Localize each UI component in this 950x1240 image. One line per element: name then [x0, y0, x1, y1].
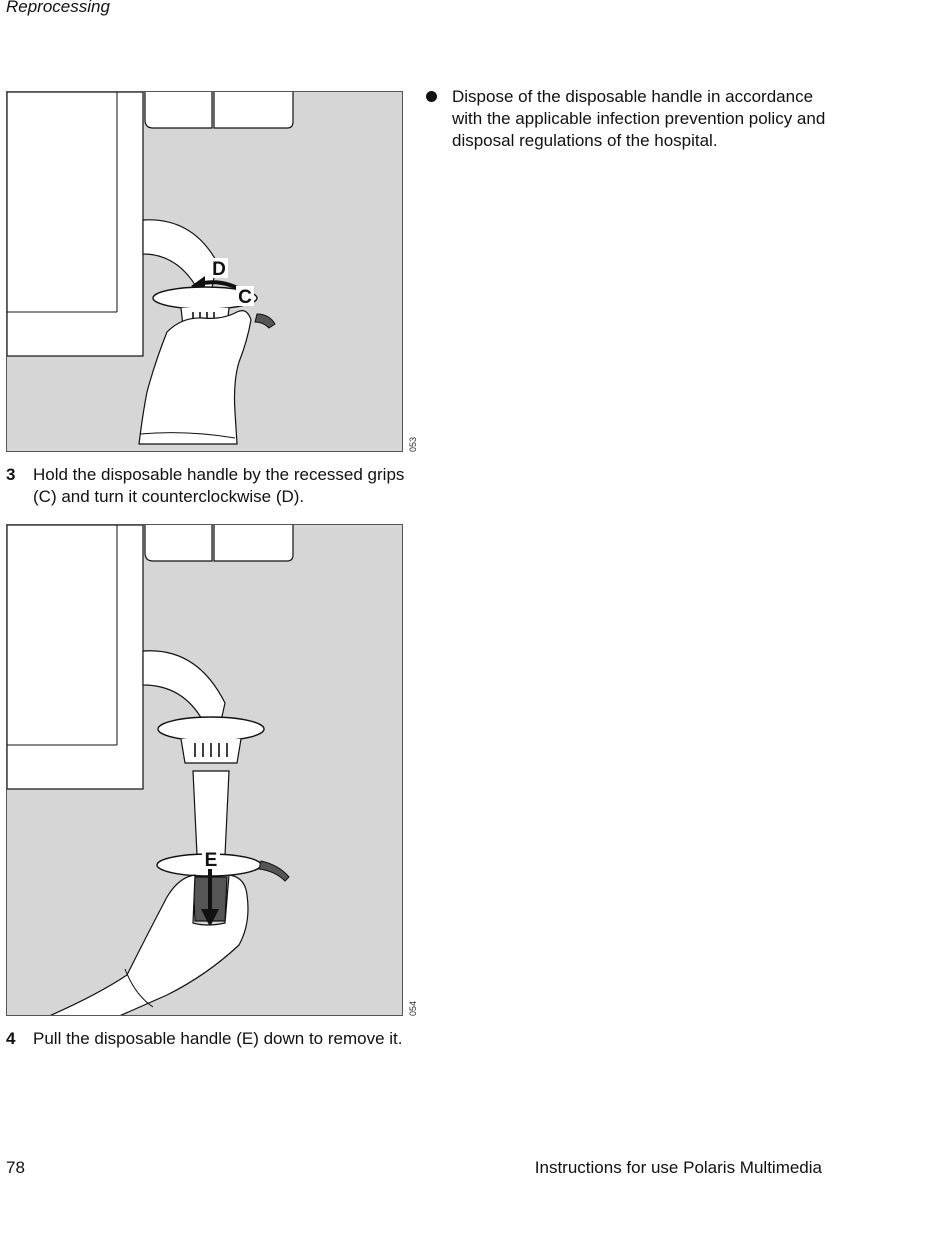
bullet-text: Dispose of the disposable handle in accordance with the applicable infection prevention policy and disposal regulations of the hospital. [452, 87, 826, 150]
handle-pull-illustration [7, 525, 403, 1016]
bullet-dot-icon [426, 91, 437, 102]
wall-panel [7, 525, 143, 789]
step-4 [6, 1028, 406, 1050]
page-number: 78 [6, 1158, 25, 1177]
step-text: Hold the disposable handle by the recessed grips (C) and turn it counterclockwise (D). [33, 465, 405, 506]
label-d: D [212, 259, 226, 280]
step-text: Pull the disposable handle (E) down to remove it. [33, 1029, 403, 1048]
wall-panel [7, 92, 143, 356]
handle-mount [158, 717, 264, 741]
label-c: C [238, 287, 252, 308]
label-e: E [204, 850, 218, 871]
figure-pull-handle [6, 524, 403, 1016]
section-header: Reprocessing [6, 0, 110, 16]
handle-stem [193, 771, 229, 855]
step-number: 4 [6, 1029, 16, 1048]
ceiling-module [214, 525, 293, 561]
ceiling-module [145, 92, 212, 128]
ceiling-module [145, 525, 212, 561]
bullet-dispose [426, 86, 826, 152]
step-number: 3 [6, 465, 16, 484]
figure-turn-handle [6, 91, 403, 452]
document-title: Instructions for use Polaris Multimedia [534, 1158, 822, 1177]
figure-code: 053 [408, 436, 418, 452]
handle-turn-illustration [7, 92, 403, 452]
step-3 [6, 464, 406, 508]
ceiling-module [214, 92, 293, 128]
figure-code: 054 [408, 1000, 418, 1016]
